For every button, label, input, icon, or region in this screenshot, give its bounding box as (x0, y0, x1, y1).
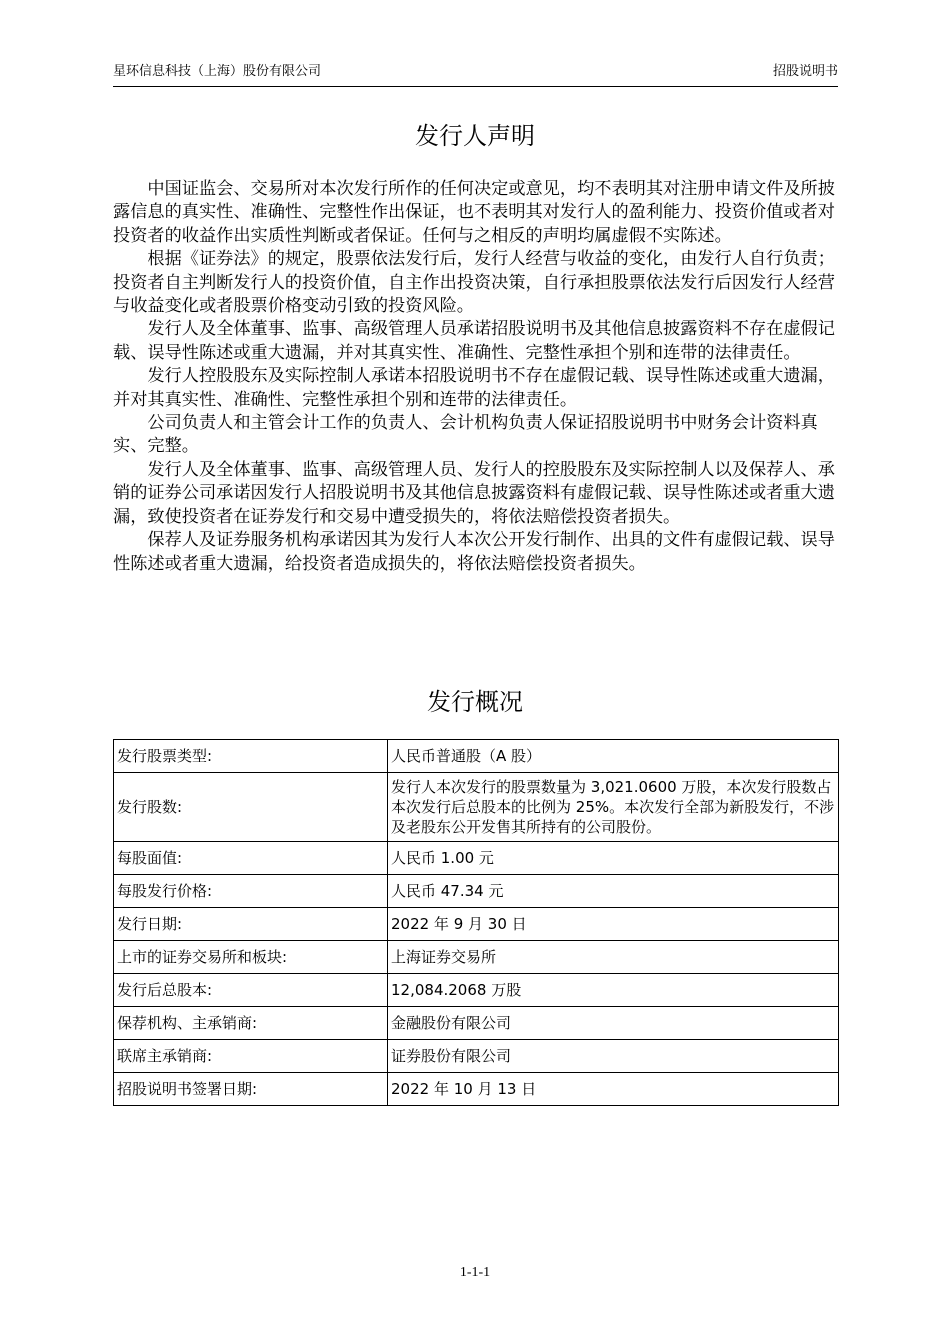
row-value: 人民币 47.34 元 (388, 875, 839, 908)
table-row (114, 908, 839, 941)
table-row (114, 875, 839, 908)
table-row (114, 1073, 839, 1106)
table-row (114, 842, 839, 875)
row-value: 12,084.2068 万股 (388, 974, 839, 1007)
row-label: 保荐机构、主承销商: (114, 1007, 388, 1040)
row-value: 上海证券交易所 (388, 941, 839, 974)
declaration-paragraph: 发行人控股股东及实际控制人承诺本招股说明书不存在虚假记载、误导性陈述或重大遗漏，并对其真实性、准确性、完整性承担个别和连带的法律责任。 (113, 366, 835, 410)
company-name: 星环信息科技（上海）股份有限公司 (113, 64, 322, 79)
row-label: 发行日期: (114, 908, 388, 941)
row-label: 发行后总股本: (114, 974, 388, 1007)
row-label: 招股说明书签署日期: (114, 1073, 388, 1106)
table-row (114, 941, 839, 974)
row-value: 人民币 1.00 元 (388, 842, 839, 875)
declaration-paragraph: 发行人及全体董事、监事、高级管理人员承诺招股说明书及其他信息披露资料不存在虚假记载、误导性陈述或重大遗漏，并对其真实性、准确性、完整性承担个别和连带的法律责任。 (113, 319, 835, 363)
declaration-body (113, 178, 843, 576)
row-label: 上市的证券交易所和板块: (114, 941, 388, 974)
row-value: 证券股份有限公司 (388, 1040, 839, 1073)
row-label: 发行股票类型: (114, 740, 388, 773)
row-label: 联席主承销商: (114, 1040, 388, 1073)
overview-title: 发行概况 (427, 688, 523, 716)
declaration-paragraph: 中国证监会、交易所对本次发行所作的任何决定或意见，均不表明其对注册申请文件及所披露信息的真实性、准确性、完整性作出保证，也不表明其对发行人的盈利能力、投资价值或者对投资者的收益作出实质性判断或者保证。任何与之相反的声明均属虚假不实陈述。 (113, 179, 835, 246)
table-row (114, 1040, 839, 1073)
declaration-paragraph: 根据《证券法》的规定，股票依法发行后，发行人经营与收益的变化，由发行人自行负责；投资者自主判断发行人的投资价值，自主作出投资决策，自行承担股票依法发行后因发行人经营与收益变化或者股票价格变动引致的投资风险。 (113, 249, 835, 317)
table-row (114, 740, 839, 773)
table-row (114, 773, 839, 842)
table-row (114, 1007, 839, 1040)
row-label: 每股面值: (114, 842, 388, 875)
page-header (113, 58, 838, 87)
row-value: 2022 年 10 月 13 日 (388, 1073, 839, 1106)
issuance-overview-table (113, 739, 839, 1106)
row-label: 每股发行价格: (114, 875, 388, 908)
declaration-paragraph: 公司负责人和主管会计工作的负责人、会计机构负责人保证招股说明书中财务会计资料真实、完整。 (113, 413, 818, 457)
row-value: 金融股份有限公司 (388, 1007, 839, 1040)
declaration-paragraph: 保荐人及证券服务机构承诺因其为发行人本次公开发行制作、出具的文件有虚假记载、误导性陈述或者重大遗漏，给投资者造成损失的，将依法赔偿投资者损失。 (113, 530, 835, 574)
declaration-paragraph: 发行人及全体董事、监事、高级管理人员、发行人的控股股东及实际控制人以及保荐人、承销的证券公司承诺因发行人招股说明书及其他信息披露资料有虚假记载、误导性陈述或者重大遗漏，致使投资者在证券发行和交易中遭受损失的，将依法赔偿投资者损失。 (113, 459, 835, 527)
row-value: 发行人本次发行的股票数量为 3,021.0600 万股，本次发行股数占本次发行后总股本的比例为 25%。本次发行全部为新股发行，不涉及老股东公开发售其所持有的公司股份。 (388, 773, 839, 842)
declaration-title: 发行人声明 (415, 122, 535, 150)
row-value: 2022 年 9 月 30 日 (388, 908, 839, 941)
row-label: 发行股数: (114, 773, 388, 842)
table-row (114, 974, 839, 1007)
document-type: 招股说明书 (772, 64, 838, 79)
row-value: 人民币普通股（A 股） (388, 740, 839, 773)
page-number: 1-1-1 (459, 1265, 491, 1280)
